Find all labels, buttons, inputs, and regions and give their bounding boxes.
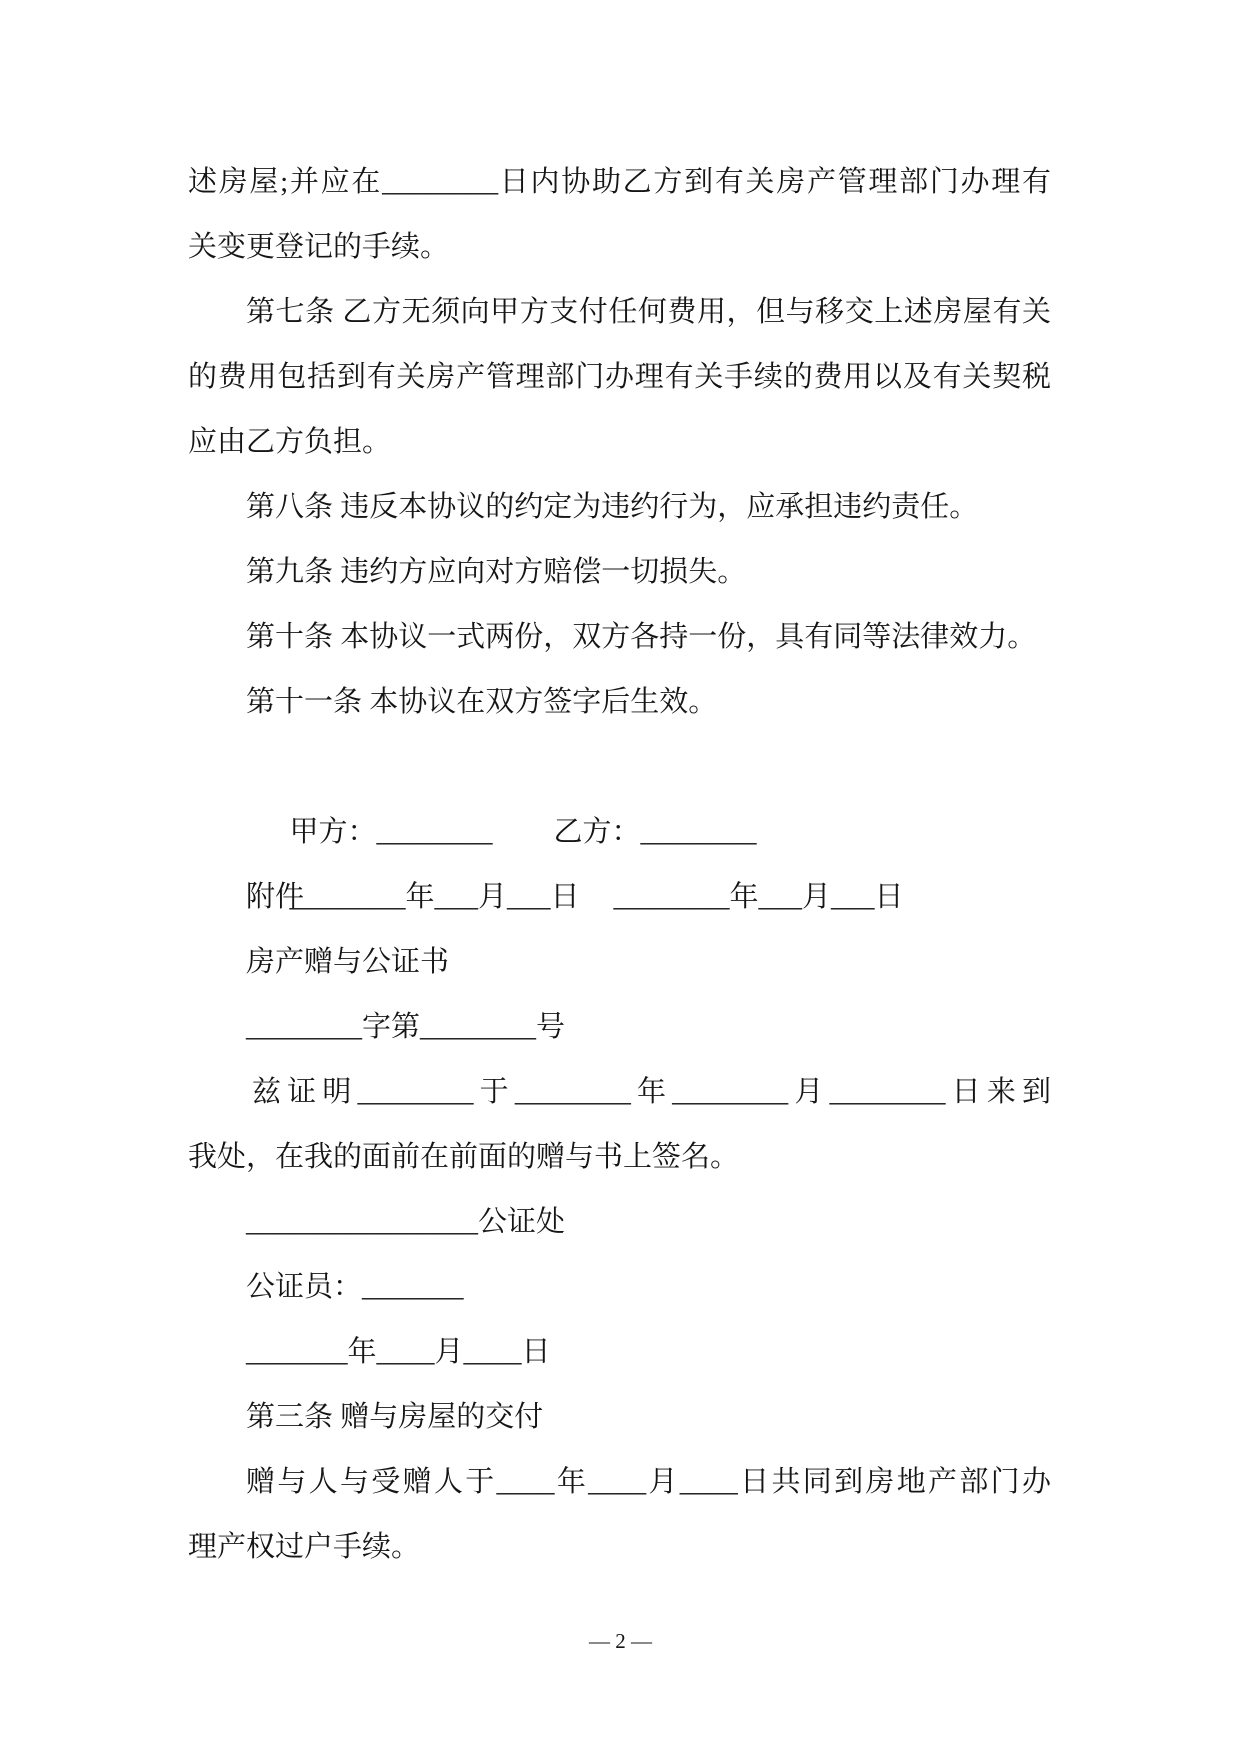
attachment-label: 附件	[246, 881, 305, 913]
article-3-line-2: 理产权过户手续。	[188, 1531, 421, 1563]
notary-certify-line-1: 兹证明________于________年________月________日来到	[252, 1076, 1051, 1108]
party-b-signature: 乙方：________	[553, 816, 757, 848]
party-b-date: ________年___月___日	[613, 881, 904, 913]
notary-certify-line-2: 我处，在我的面前在前面的赠与书上签名。	[188, 1141, 740, 1173]
article-3-line-1: 赠与人与受赠人于____年____月____日共同到房地产部门办	[246, 1466, 1051, 1498]
article-3-heading: 第三条 赠与房屋的交付	[246, 1401, 544, 1433]
document-body	[188, 150, 1051, 1580]
article-7-line-1: 第七条 乙方无须向甲方支付任何费用，但与移交上述房屋有关	[246, 296, 1051, 328]
notary-number: ________字第________号	[246, 1011, 566, 1043]
notary-title: 房产赠与公证书	[246, 946, 450, 978]
article-9: 第九条 违约方应向对方赔偿一切损失。	[246, 556, 747, 588]
party-a-signature: 甲方：________	[289, 816, 493, 848]
article-7-line-2: 的费用包括到有关房产管理部门办理有关手续的费用以及有关契税	[188, 361, 1051, 393]
article-8: 第八条 违反本协议的约定为违约行为，应承担违约责任。	[246, 491, 979, 523]
article-10: 第十条 本协议一式两份，双方各持一份，具有同等法律效力。	[246, 621, 1037, 653]
notary-office: ________________公证处	[246, 1206, 566, 1238]
article-7-line-3: 应由乙方负担。	[188, 426, 392, 458]
continuation-line-2: 关变更登记的手续。	[188, 231, 450, 263]
article-11: 第十一条 本协议在双方签字后生效。	[246, 686, 718, 718]
continuation-line-1: 述房屋;并应在________日内协助乙方到有关房产管理部门办理有	[188, 166, 1051, 198]
notary-officer: 公证员：_______	[246, 1271, 464, 1303]
page-number: — 2 —	[589, 1629, 652, 1653]
party-a-date: ________年___月___日	[289, 881, 580, 913]
notary-date: _______年____月____日	[246, 1336, 551, 1368]
signature-parties-line	[188, 735, 1051, 848]
